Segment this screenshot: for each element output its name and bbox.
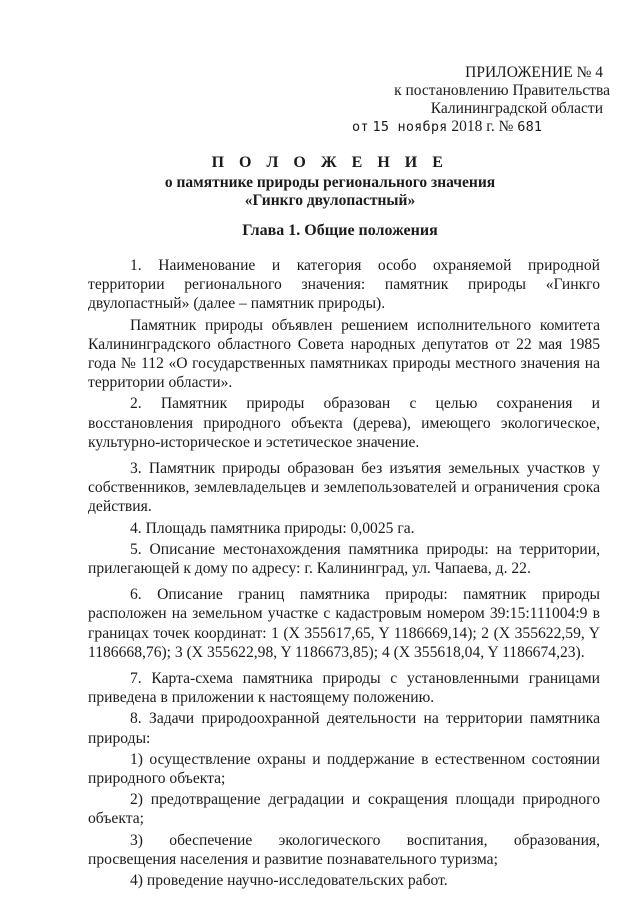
task-item-2: 2) предотвращение деградации и сокращения площади природного объекта; bbox=[88, 791, 600, 828]
paragraph-3: 3. Памятник природы образован без изъятия земельных участков у собственников, землевладельцев и землепользователей и ограничения срока действия. bbox=[88, 460, 600, 516]
document-title-block bbox=[60, 154, 600, 210]
task-item-3: 3) обеспечение экологического воспитания, образования, просвещения населения и развитие познавательного туризма; bbox=[88, 831, 600, 868]
chapter-heading: Глава 1. Общие положения bbox=[242, 222, 438, 239]
paragraph-8: 8. Задачи природоохранной деятельности на территории памятника природы: bbox=[88, 710, 600, 747]
paragraph-1-note: Памятник природы объявлен решением исполнительного комитета Калининградского областного Совета народных депутатов от 22 мая 1985 года № 112 «О государственных памятниках природы местного значения на территории области». bbox=[88, 316, 600, 392]
document-subtitle-1: о памятнике природы регионального значения bbox=[164, 174, 496, 191]
date-day-month: 15 ноября bbox=[372, 119, 448, 135]
appendix-region-line: Калининградской области bbox=[430, 100, 603, 117]
paragraph-6: 6. Описание границ памятника природы: памятник природы расположен на земельном участке с кадастровым номером 39:15:111004:9 в границах точек координат: 1 (X 355617,65, Y 1186669,14); 2 (X 355622,59, Y 1186668,76); 3 (X 355622,98, Y 1186673,85); 4 (X 355618,04, Y 1186674,23). bbox=[88, 586, 600, 661]
document-subtitle-2: «Гинкго двулопастный» bbox=[244, 192, 416, 209]
appendix-decree-line: к постановлению Правительства bbox=[394, 82, 610, 99]
document-title: П О Л О Ж Е Н И Е bbox=[211, 154, 449, 171]
appendix-date-line bbox=[340, 118, 610, 136]
task-item-1: 1) осуществление охраны и поддержание в естественном состоянии природного объекта; bbox=[88, 750, 600, 788]
appendix-title: ПРИЛОЖЕНИЕ № 4 bbox=[465, 64, 603, 81]
date-year: 2018 г. № bbox=[451, 118, 514, 135]
date-prefix: от bbox=[352, 119, 369, 135]
paragraph-7: 7. Карта-схема памятника природы с установленными границами приведена в приложении к настоящему положению. bbox=[88, 670, 600, 707]
appendix-header bbox=[340, 64, 610, 136]
paragraph-1: 1. Наименование и категория особо охраняемой природной территории регионального значения: памятник природы «Гинкго двулопастный» (далее – памятник природы). bbox=[88, 257, 600, 313]
decree-number: 681 bbox=[517, 119, 543, 135]
paragraph-2: 2. Памятник природы образован с целью сохранения и восстановления природного объекта (дерева), имеющего экологическое, культурно-историческое и эстетическое значение. bbox=[88, 395, 600, 451]
paragraph-4: 4. Площадь памятника природы: 0,0025 га. bbox=[130, 519, 415, 537]
task-item-4: 4) проведение научно-исследовательских работ. bbox=[130, 872, 448, 890]
paragraph-5: 5. Описание местонахождения памятника природы: на территории, прилегающей к дому по адресу: г. Калининград, ул. Чапаева, д. 22. bbox=[88, 540, 600, 578]
document-body bbox=[88, 256, 600, 890]
